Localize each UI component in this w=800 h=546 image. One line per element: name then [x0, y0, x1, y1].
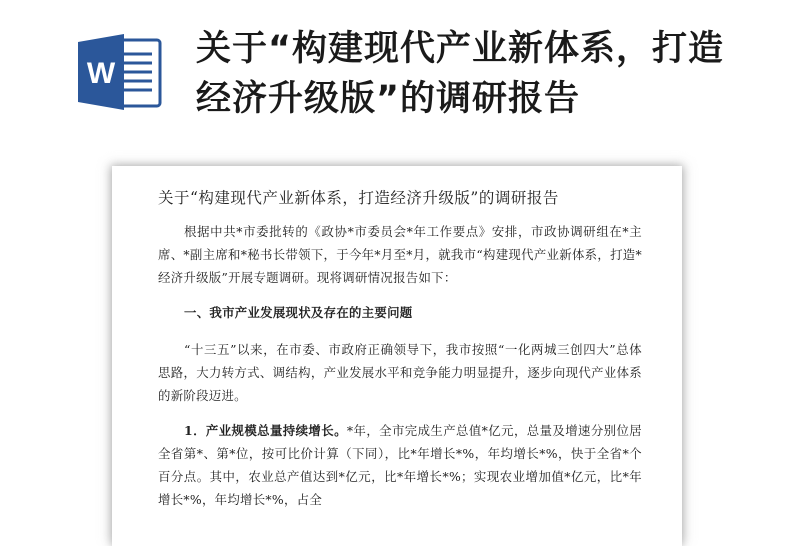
paragraph-3 — [158, 419, 642, 511]
word-icon — [74, 32, 164, 112]
document-body — [158, 184, 642, 511]
banner-title: 关于“构建现代产业新体系，打造经济升级版”的调研报告 — [196, 29, 725, 119]
document-heading: 关于“构建现代产业新体系，打造经济升级版”的调研报告 — [158, 189, 559, 207]
banner — [0, 0, 800, 160]
paragraph-2: “十三五”以来，在市委、市政府正确领导下，我市按照“一化两城三创四大”总体思路，大力转方式、调结构，产业发展水平和竞争能力明显提升，逐步向现代产业体系的新阶段迈进。 — [158, 342, 642, 403]
paragraph-3-body: *年，全市完成生产总值*亿元，总量及增速分别位居全省第*、第*位，按可比价计算（下同），比*年增长*%，年均增长*%，快于全省*个百分点。其中，农业总产值达到*亿元，比*年增长*%；实现农业增加值*亿元，比*年增长*%，年均增长*%，占全 — [158, 423, 642, 507]
spacer — [158, 407, 642, 419]
paragraph-3-lead: 1．产业规模总量持续增长。 — [184, 423, 347, 438]
intro-paragraph: 根据中共*市委批转的《政协*市委员会*年工作要点》安排，市政协调研组在*主席、*副主席和*秘书长带领下，于今年*月至*月，就我市“构建现代产业新体系，打造*经济升级版”开展专题调研。现将调研情况报告如下： — [158, 224, 642, 285]
section-title: 一、我市产业发展现状及存在的主要问题 — [184, 305, 413, 320]
document-page — [112, 166, 682, 546]
word-icon-letter: W — [86, 57, 116, 90]
